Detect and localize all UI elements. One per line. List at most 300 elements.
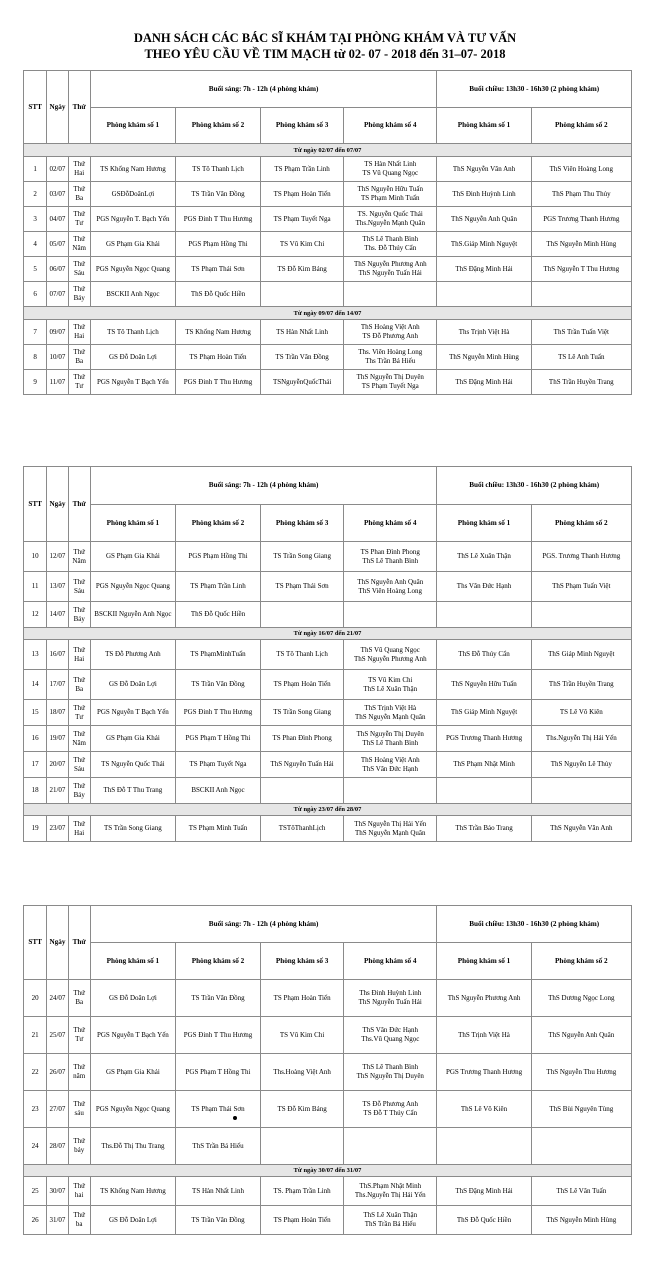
doctor-cell xyxy=(344,602,437,628)
doctor-cell xyxy=(90,1206,175,1235)
doctor-name: TS Phạm Trần Linh xyxy=(190,582,246,590)
doctor-cell xyxy=(531,980,631,1017)
doctor-name: TS Trần Song Giang xyxy=(273,708,331,716)
doctor-cell xyxy=(437,670,531,700)
weekday-line: Ba xyxy=(75,194,84,202)
doctor-name: TS Đỗ Kim Bảng xyxy=(277,1104,327,1113)
doctor-cell xyxy=(437,1054,531,1091)
doctor-name: ThS Lê Xuân Thận xyxy=(363,1211,418,1219)
doctor-cell xyxy=(261,778,344,804)
row-number: 21 xyxy=(24,1017,47,1054)
row-number: 14 xyxy=(24,670,47,700)
doctor-name: TS Hàn Nhất Linh xyxy=(364,160,417,168)
weekday-line: Sáu xyxy=(73,764,85,773)
doctor-cell xyxy=(437,1206,531,1235)
doctor-cell xyxy=(175,157,260,182)
doctor-cell xyxy=(261,157,344,182)
header-weekday: Thứ xyxy=(68,71,90,144)
doctor-cell xyxy=(437,572,531,602)
doctor-name: ThS Trần Huyền Trang xyxy=(548,377,614,386)
row-date: 12/07 xyxy=(47,542,68,572)
doctor-cell xyxy=(90,542,175,572)
doctor-name: ThS Văn Đức Hạnh xyxy=(362,764,419,773)
row-date: 05/07 xyxy=(47,232,68,257)
doctor-cell xyxy=(175,182,260,207)
doctor-name: ThS Nguyễn Mạnh Quân xyxy=(354,828,426,837)
doctor-name: ThS Dương Ngọc Long xyxy=(548,993,615,1002)
row-date: 28/07 xyxy=(47,1128,68,1165)
doctor-cell xyxy=(261,542,344,572)
table-row xyxy=(24,232,632,257)
row-number: 9 xyxy=(24,370,47,395)
doctor-name: TS Hàn Nhất Linh xyxy=(192,1186,244,1195)
doctor-name: ThS Giáp Minh Nguyệt xyxy=(450,708,518,716)
weekday-line: Năm xyxy=(72,244,86,252)
doctor-cell xyxy=(90,345,175,370)
weekday-line: Năm xyxy=(72,556,86,565)
doctor-cell xyxy=(531,670,631,700)
week-range-row xyxy=(24,307,632,320)
doctor-cell xyxy=(175,345,260,370)
row-date: 19/07 xyxy=(47,726,68,752)
doctor-name: Ths.Hoàng Việt Anh xyxy=(273,1067,331,1076)
doctor-name: TS Vũ Kim Chi xyxy=(279,1030,325,1039)
doctor-cell xyxy=(90,726,175,752)
doctor-name: GS Phạm Gia Khải xyxy=(105,1067,160,1076)
doctor-name: Ths.Nguyễn Thị Hải Yến xyxy=(545,734,617,742)
weekday-line: Bảy xyxy=(73,790,85,799)
week-range-label: Từ ngày 30/07 đến 31/07 xyxy=(24,1165,632,1177)
doctor-cell xyxy=(175,1128,260,1165)
doctor-cell xyxy=(437,157,531,182)
doctor-name: GS Đỗ Doãn Lợi xyxy=(108,993,157,1002)
doctor-cell xyxy=(437,640,531,670)
row-weekday xyxy=(68,232,90,257)
doctor-cell xyxy=(437,700,531,726)
doctor-cell xyxy=(261,1054,344,1091)
row-number: 26 xyxy=(24,1206,47,1235)
doctor-name: ThS Nguyễn Hữu Tuấn xyxy=(357,185,423,193)
row-weekday xyxy=(68,1177,90,1206)
doctor-name: ThS Lê Xuân Thận xyxy=(457,552,511,560)
header-row-rooms xyxy=(24,505,632,542)
doctor-name: ThS Phạm Tuấn Việt xyxy=(552,582,611,590)
weekday-line: Thứ xyxy=(73,989,85,997)
doctor-cell xyxy=(90,1054,175,1091)
doctor-name: TS Trần Song Giang xyxy=(273,552,331,560)
row-weekday xyxy=(68,345,90,370)
weekday-line: Bảy xyxy=(73,614,85,623)
doctor-cell xyxy=(531,257,631,282)
header-date: Ngày xyxy=(47,906,68,980)
doctor-name: ThS Hoàng Việt Anh xyxy=(360,755,420,764)
weekday-line: Sáu xyxy=(73,269,85,277)
doctor-cell xyxy=(531,700,631,726)
table-row xyxy=(24,1128,632,1165)
doctor-cell xyxy=(90,1177,175,1206)
document-title xyxy=(0,0,650,62)
row-date: 10/07 xyxy=(47,345,68,370)
row-date: 07/07 xyxy=(47,282,68,307)
doctor-name: TS Phạm Thái Sơn xyxy=(191,1104,245,1113)
doctor-name: TS Đỗ Phương Anh xyxy=(105,650,161,658)
doctor-cell xyxy=(261,980,344,1017)
doctor-cell xyxy=(175,640,260,670)
doctor-name: ThS Trần Tuấn Việt xyxy=(553,327,609,336)
doctor-name: ThS Trịnh Việt Hà xyxy=(364,703,417,712)
doctor-name: TS Phạm Minh Tuấn xyxy=(188,824,248,832)
doctor-name: Ths. Viên Hoàng Long xyxy=(358,348,423,356)
doctor-name: TS Phạm Tuyết Nga xyxy=(361,382,419,390)
doctor-name: GS Đỗ Doãn Lợi xyxy=(108,1215,157,1224)
header-morning-session: Buổi sáng: 7h - 12h (4 phòng khám) xyxy=(90,467,437,505)
doctor-cell xyxy=(437,1177,531,1206)
doctor-cell xyxy=(90,640,175,670)
doctor-name: TS Khổng Nam Hương xyxy=(100,164,166,173)
weekday-line: Thứ xyxy=(73,645,85,654)
doctor-name: ThS Nguyễn Tuấn Hải xyxy=(358,998,422,1006)
table-row xyxy=(24,1091,632,1128)
doctor-cell xyxy=(261,752,344,778)
weekday-line: Thứ xyxy=(73,1211,85,1219)
doctor-name: TS Phạm Thái Sơn xyxy=(191,264,245,273)
doctor-name: TS Khổng Nam Hương xyxy=(100,1186,166,1195)
doctor-name: PGS Phạm T Hồng Thi xyxy=(185,734,251,742)
doctor-cell xyxy=(531,602,631,628)
doctor-name: PGS Đinh T Thu Hương xyxy=(183,214,253,223)
header-room: Phòng khám số 2 xyxy=(531,108,631,144)
doctor-name: PGS Đinh T Thu Hương xyxy=(183,1030,253,1039)
doctor-name: TS Đỗ T Thúy Cẩn xyxy=(363,1109,418,1117)
doctor-cell xyxy=(437,542,531,572)
week-range-label: Từ ngày 23/07 đến 28/07 xyxy=(24,804,632,816)
weekday-line: Thứ xyxy=(73,210,85,218)
doctor-name: TS Phạm Tuyết Nga xyxy=(189,760,247,768)
row-date: 25/07 xyxy=(47,1017,68,1054)
header-weekday: Thứ xyxy=(68,906,90,980)
table-row xyxy=(24,1017,632,1054)
weekday-line: Tư xyxy=(75,1035,84,1043)
doctor-name: TS Tô Thanh Lịch xyxy=(192,164,244,173)
table-row xyxy=(24,640,632,670)
doctor-name: ThS Trần Bảo Trang xyxy=(455,824,513,832)
doctor-cell xyxy=(437,257,531,282)
doctor-name: ThS Đỗ Quốc Hiền xyxy=(190,289,246,298)
weekday-line: Thứ xyxy=(73,781,85,790)
header-room: Phòng khám số 1 xyxy=(437,108,531,144)
header-room: Phòng khám số 3 xyxy=(261,505,344,542)
doctor-cell xyxy=(437,778,531,804)
row-number: 18 xyxy=(24,778,47,804)
doctor-cell xyxy=(261,182,344,207)
doctor-name: PGS Nguyễn Ngọc Quang xyxy=(95,264,170,273)
doctor-name: ThS Hoàng Việt Anh xyxy=(360,323,420,331)
doctor-name: TS Đỗ Kim Bảng xyxy=(277,264,327,273)
header-row-rooms xyxy=(24,943,632,980)
row-date: 03/07 xyxy=(47,182,68,207)
doctor-cell xyxy=(261,345,344,370)
doctor-cell xyxy=(344,345,437,370)
doctor-name: TS Phạm Hoàn Tiến xyxy=(273,993,331,1002)
doctor-cell xyxy=(175,726,260,752)
row-number: 11 xyxy=(24,572,47,602)
doctor-name: Ths.Nguyễn Mạnh Quân xyxy=(355,219,425,227)
doctor-name: TS Trần Văn Đồng xyxy=(191,993,245,1002)
doctor-cell xyxy=(90,1091,175,1128)
doctor-name: ThS Đặng Minh Hải xyxy=(455,1186,513,1195)
header-row-rooms xyxy=(24,108,632,144)
doctor-cell xyxy=(437,232,531,257)
doctor-cell xyxy=(344,370,437,395)
weekday-line: Thứ xyxy=(73,185,85,193)
doctor-name: ThS Nguyễn Lê Thủy xyxy=(550,760,612,768)
doctor-cell xyxy=(437,1017,531,1054)
doctor-cell xyxy=(90,602,175,628)
title-line-1: DANH SÁCH CÁC BÁC SĨ KHÁM TẠI PHÒNG KHÁM VÀ TƯ VẤN xyxy=(133,31,517,45)
schedule-table xyxy=(23,70,632,395)
doctor-cell xyxy=(261,1177,344,1206)
doctor-cell xyxy=(344,232,437,257)
weekday-line: Bảy xyxy=(73,294,85,302)
row-weekday xyxy=(68,282,90,307)
doctor-cell xyxy=(261,1091,344,1128)
weekday-line: Ba xyxy=(75,684,84,693)
weekday-line: bảy xyxy=(74,1146,85,1154)
row-weekday xyxy=(68,1128,90,1165)
doctor-cell xyxy=(261,1017,344,1054)
weekday-line: Tư xyxy=(75,219,84,227)
doctor-cell xyxy=(531,1017,631,1054)
row-number: 22 xyxy=(24,1054,47,1091)
header-room: Phòng khám số 2 xyxy=(175,505,260,542)
week-range-row xyxy=(24,144,632,157)
weekday-line: Thứ xyxy=(73,1026,85,1034)
table-row xyxy=(24,345,632,370)
doctor-cell xyxy=(437,816,531,842)
doctor-name: TS Phạm Minh Tuấn xyxy=(360,194,420,202)
doctor-cell xyxy=(344,542,437,572)
table-row xyxy=(24,670,632,700)
weekday-line: Hai xyxy=(74,654,85,663)
header-room: Phòng khám số 1 xyxy=(90,505,175,542)
doctor-name: ThS Nguyễn Văn Anh xyxy=(452,164,516,173)
row-date: 21/07 xyxy=(47,778,68,804)
header-afternoon-session: Buổi chiều: 13h30 - 16h30 (2 phòng khám) xyxy=(437,71,632,108)
weekday-line: Thứ xyxy=(73,373,85,381)
doctor-name: TS Vũ Kim Chi xyxy=(279,239,325,248)
doctor-cell xyxy=(90,752,175,778)
doctor-cell xyxy=(437,182,531,207)
row-number: 7 xyxy=(24,320,47,345)
header-afternoon-session: Buổi chiều: 13h30 - 16h30 (2 phòng khám) xyxy=(437,467,632,505)
row-weekday xyxy=(68,980,90,1017)
doctor-cell xyxy=(175,670,260,700)
doctor-name: ThS Nguyễn Anh Quân xyxy=(451,214,517,223)
doctor-cell xyxy=(261,572,344,602)
weekday-line: Sáu xyxy=(73,586,85,595)
table-row xyxy=(24,257,632,282)
doctor-cell xyxy=(531,752,631,778)
doctor-name: TS Nguyễn Quốc Thái xyxy=(101,760,165,768)
row-weekday xyxy=(68,640,90,670)
doctor-name: PGS Trương Thanh Hương xyxy=(543,214,620,223)
weekday-line: Thứ xyxy=(73,1100,85,1108)
doctor-name: PGS Nguyễn Ngọc Quang xyxy=(95,1104,170,1113)
table-row xyxy=(24,207,632,232)
doctor-cell xyxy=(175,320,260,345)
table-row xyxy=(24,778,632,804)
doctor-name: TS Trần Văn Đồng xyxy=(191,1215,245,1224)
header-row-sessions xyxy=(24,467,632,505)
doctor-name: TS Phạm Trần Linh xyxy=(274,164,330,173)
header-morning-session: Buổi sáng: 7h - 12h (4 phòng khám) xyxy=(90,71,437,108)
doctor-cell xyxy=(437,602,531,628)
doctor-cell xyxy=(344,700,437,726)
doctor-name: Ths.Đỗ Thị Thu Trang xyxy=(101,1141,165,1150)
row-date: 26/07 xyxy=(47,1054,68,1091)
weekday-line: Thứ xyxy=(73,819,85,828)
doctor-cell xyxy=(175,778,260,804)
doctor-name: TSTôThanhLịch xyxy=(278,824,326,832)
doctor-name: PGS Nguyễn T Bạch Yến xyxy=(96,708,169,716)
doctor-cell xyxy=(175,257,260,282)
weekday-line: ba xyxy=(75,1220,83,1228)
doctor-cell xyxy=(344,640,437,670)
weekday-line: Thứ xyxy=(73,729,85,738)
doctor-cell xyxy=(344,1177,437,1206)
row-date: 20/07 xyxy=(47,752,68,778)
doctor-name: TS Hàn Nhất Linh xyxy=(276,327,329,336)
row-number: 12 xyxy=(24,602,47,628)
doctor-cell xyxy=(344,1054,437,1091)
doctor-name: ThS Viên Hoàng Long xyxy=(358,586,422,595)
weekday-line: Thứ xyxy=(73,235,85,243)
week-range-row xyxy=(24,628,632,640)
doctor-name: ThS Lê Thanh Bình xyxy=(362,235,419,243)
doctor-cell xyxy=(261,232,344,257)
weekday-line: Thứ xyxy=(73,1137,85,1145)
doctor-cell xyxy=(344,1017,437,1054)
header-room: Phòng khám số 1 xyxy=(90,108,175,144)
doctor-name: ThS Nguyễn Tuấn Hải xyxy=(358,269,422,277)
doctor-name: TS Tô Thanh Lịch xyxy=(107,327,159,336)
row-weekday xyxy=(68,572,90,602)
weekday-line: Tư xyxy=(75,712,84,721)
row-weekday xyxy=(68,207,90,232)
row-number: 8 xyxy=(24,345,47,370)
doctor-name: Ths Trịnh Việt Hà xyxy=(458,327,510,336)
header-room: Phòng khám số 2 xyxy=(531,505,631,542)
row-date: 27/07 xyxy=(47,1091,68,1128)
doctor-name: TS Lê Võ Kiên xyxy=(559,708,603,716)
doctor-cell xyxy=(531,182,631,207)
row-date: 24/07 xyxy=(47,980,68,1017)
row-weekday xyxy=(68,257,90,282)
doctor-name: TS Phan Đình Phong xyxy=(360,547,420,556)
doctor-cell xyxy=(344,778,437,804)
row-date: 02/07 xyxy=(47,157,68,182)
table-row xyxy=(24,157,632,182)
doctor-name: TS Đỗ Phương Anh xyxy=(362,332,419,340)
doctor-cell xyxy=(90,700,175,726)
doctor-cell xyxy=(531,542,631,572)
doctor-name: TSNguyễnQuốcThái xyxy=(272,377,332,386)
schedule-table xyxy=(23,466,632,842)
doctor-cell xyxy=(437,726,531,752)
table-row xyxy=(24,752,632,778)
weekday-line: Thứ xyxy=(73,675,85,684)
doctor-cell xyxy=(175,602,260,628)
doctor-cell xyxy=(175,232,260,257)
doctor-name: ThS Phạm Nhật Minh xyxy=(453,760,515,768)
row-number: 24 xyxy=(24,1128,47,1165)
doctor-name: TS Lê Anh Tuấn xyxy=(558,352,605,361)
doctor-name: TS Phan Đình Phong xyxy=(272,734,332,742)
doctor-name: TS. Nguyễn Quốc Thái xyxy=(357,210,423,218)
doctor-name: ThS Nguyễn Minh Hùng xyxy=(449,352,519,361)
doctor-cell xyxy=(261,602,344,628)
doctor-name: TS Phạm Hoàn Tiến xyxy=(189,352,247,361)
doctor-name: ThS Nguyễn Hữu Tuấn xyxy=(451,680,517,688)
doctor-cell xyxy=(175,542,260,572)
doctor-cell xyxy=(531,778,631,804)
doctor-cell xyxy=(261,257,344,282)
doctor-name: PGS Nguyễn T. Bạch Yến xyxy=(96,214,170,223)
header-room: Phòng khám số 3 xyxy=(261,943,344,980)
row-number: 6 xyxy=(24,282,47,307)
doctor-cell xyxy=(175,1017,260,1054)
doctor-cell xyxy=(261,282,344,307)
doctor-name: Ths.Vũ Quang Ngọc xyxy=(361,1035,420,1043)
doctor-name: TS Khổng Nam Hương xyxy=(185,327,251,336)
doctor-cell xyxy=(344,980,437,1017)
header-room: Phòng khám số 2 xyxy=(175,943,260,980)
doctor-cell xyxy=(344,752,437,778)
doctor-cell xyxy=(344,816,437,842)
header-row-sessions xyxy=(24,71,632,108)
doctor-name: ThS Phạm Thu Thủy xyxy=(551,189,611,198)
doctor-cell xyxy=(531,370,631,395)
doctor-cell xyxy=(344,1206,437,1235)
doctor-cell xyxy=(90,1017,175,1054)
row-number: 5 xyxy=(24,257,47,282)
doctor-name: ThS Nguyễn Tuấn Hải xyxy=(270,760,334,768)
doctor-name: ThS Lê Thanh Bình xyxy=(362,556,419,565)
table-row xyxy=(24,572,632,602)
doctor-name: TS Trần Văn Đồng xyxy=(191,680,245,688)
doctor-name: GS Đỗ Doãn Lợi xyxy=(108,352,157,361)
doctor-cell xyxy=(175,572,260,602)
header-room: Phòng khám số 2 xyxy=(531,943,631,980)
doctor-name: ThS Đỗ T Thu Trang xyxy=(103,786,163,794)
doctor-name: ThS Nguyễn Thị Duyên xyxy=(356,373,424,381)
doctor-name: ThS Nguyễn Thị Duyên xyxy=(356,1072,424,1080)
doctor-cell xyxy=(90,207,175,232)
row-date: 16/07 xyxy=(47,640,68,670)
week-range-label: Từ ngày 02/07 đến 07/07 xyxy=(24,144,632,157)
weekday-line: Thứ xyxy=(73,755,85,764)
doctor-name: PGS Đinh T Thu Hương xyxy=(183,708,253,716)
doctor-cell xyxy=(531,640,631,670)
weekday-line: Thứ xyxy=(73,348,85,356)
doctor-name: ThS Trần Bá Hiếu xyxy=(192,1141,244,1150)
row-weekday xyxy=(68,700,90,726)
doctor-cell xyxy=(90,320,175,345)
table-row xyxy=(24,370,632,395)
table-row xyxy=(24,320,632,345)
doctor-name: TS Phạm Hoàn Tiến xyxy=(273,189,331,198)
row-date: 04/07 xyxy=(47,207,68,232)
